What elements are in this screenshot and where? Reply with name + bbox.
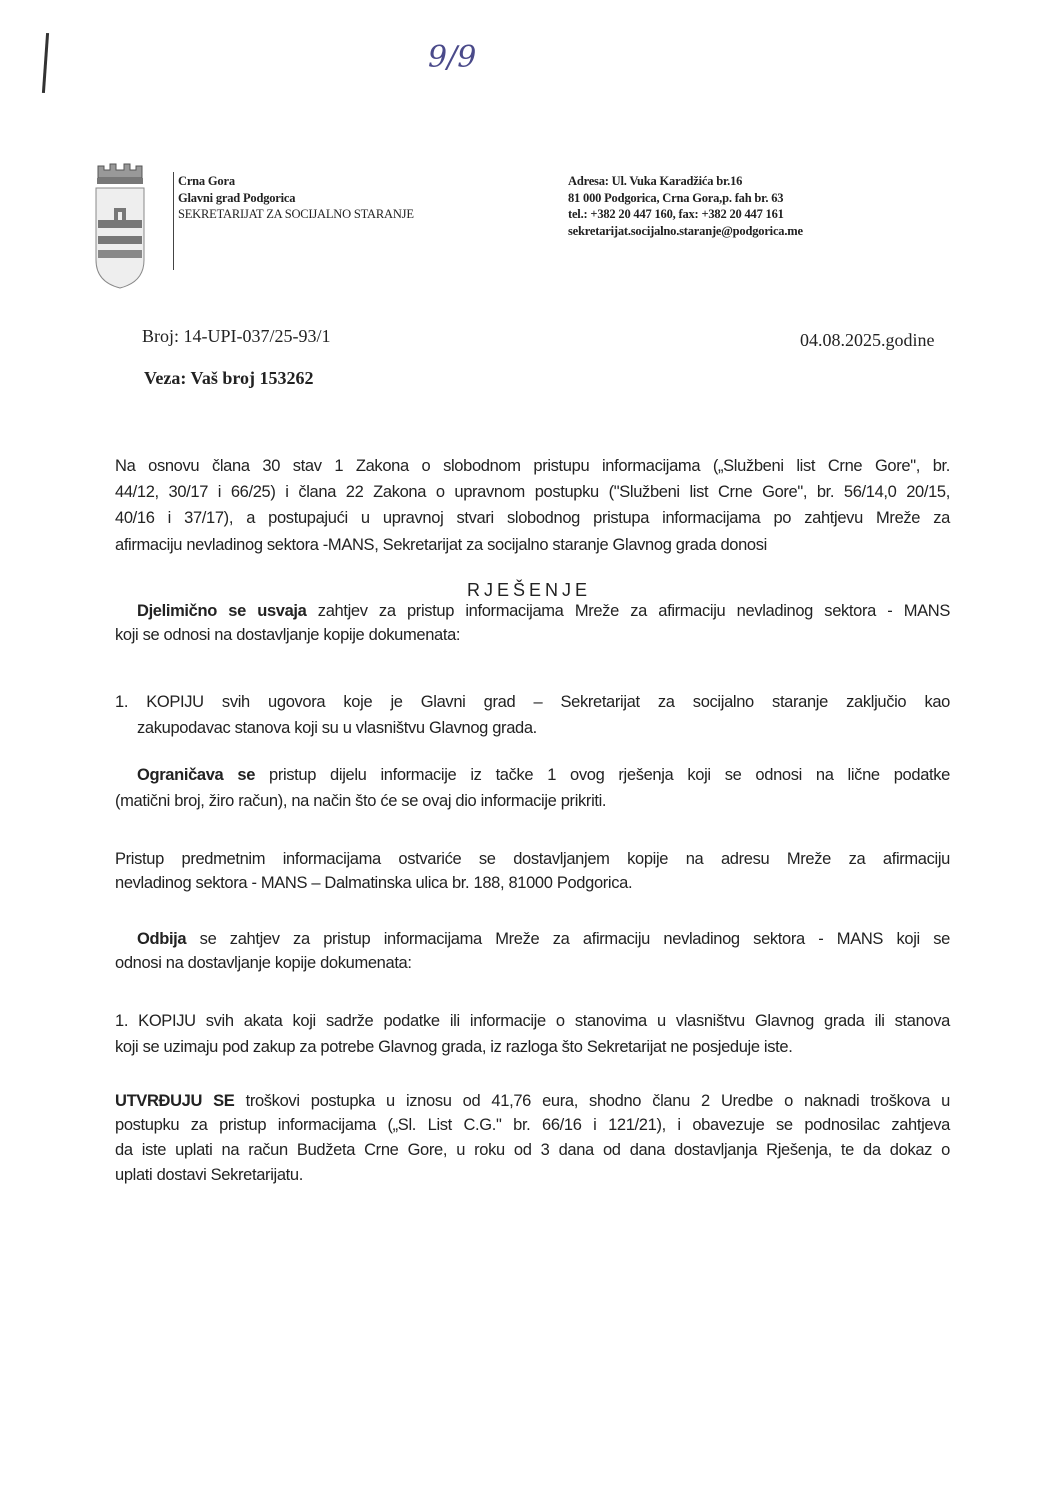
- org-country: Crna Gora: [178, 174, 235, 188]
- rejection-bold: Odbija: [137, 930, 187, 948]
- handwritten-page-mark: 9/9: [428, 40, 477, 75]
- rejected-item-line: koji se uzimaju pod zakup za potrebe Glavnog grada, iz razloga što Sekretarijat ne posjeduje iste.: [115, 1038, 793, 1056]
- organization-block: [178, 173, 414, 223]
- access-line: nevladinog sektora - MANS – Dalmatinska ulica br. 188, 81000 Podgorica.: [115, 874, 633, 892]
- document-number: Broj: 14-UPI-037/25-93/1: [142, 326, 331, 346]
- restriction-bold: Ograničava se: [137, 766, 256, 784]
- reference-number: Veza: Vaš broj 153262: [144, 368, 314, 388]
- coat-of-arms-logo: [92, 160, 148, 295]
- costs-line: da iste uplati na račun Budžeta Crne Gore, u roku od 3 dana od dana dostavljanja Rješenja, te da dokaz o: [115, 1141, 950, 1159]
- restriction-line: [137, 764, 950, 786]
- costs-line: uplati dostavi Sekretarijatu.: [115, 1166, 303, 1184]
- rejection-line: odnosi na dostavljanje kopije dokumenata:: [115, 954, 412, 972]
- contact-address: Adresa: Ul. Vuka Karadžića br.16: [568, 174, 743, 188]
- contact-block: [568, 173, 803, 239]
- document-date: 04.08.2025.godine: [800, 330, 935, 350]
- approved-item-line: zakupodavac stanova koji su u vlasništvu Glavnog grada.: [137, 719, 537, 737]
- intro-line: afirmaciju nevladinog sektora -MANS, Sekretarijat za socijalno staranje Glavnog grada donosi: [115, 536, 767, 554]
- text: pristup dijelu informacije iz tačke 1 ovog rješenja koji se odnosi na lične podatke: [255, 766, 950, 784]
- text: se zahtjev za pristup informacijama Mreže za afirmaciju nevladinog sektora - MANS koji se: [186, 930, 950, 948]
- costs-line: postupku za pristup informacijama („Sl. List C.G." br. 66/16 i 121/21), i obavezuje se podnosilac zahtjeva: [115, 1116, 950, 1134]
- rejected-item-line: 1. KOPIJU svih akata koji sadrže podatke ili informacije o stanovima u vlasništvu Glavnog grada ili stanova: [115, 1012, 950, 1030]
- text: troškovi postupka u iznosu od 41,76 eura, shodno članu 2 Uredbe o naknadi troškova u: [234, 1092, 950, 1110]
- rejection-line: [137, 928, 950, 950]
- restriction-line: (matični broj, žiro račun), na način što će se ovaj dio informacije prikriti.: [115, 792, 607, 810]
- text: zahtjev za pristup informacijama Mreže za afirmaciju nevladinog sektora - MANS: [306, 602, 950, 620]
- org-city: Glavni grad Podgorica: [178, 190, 296, 205]
- handwritten-stroke: [42, 33, 49, 93]
- partial-approval-line: koji se odnosi na dostavljanje kopije dokumenata:: [115, 626, 461, 644]
- contact-email: sekretarijat.socijalno.staranje@podgorica.me: [568, 223, 803, 238]
- partial-approval-bold: Djelimično se usvaja: [137, 602, 307, 620]
- contact-postal: 81 000 Podgorica, Crna Gora,p. fah br. 63: [568, 190, 784, 205]
- intro-line: 44/12, 30/17 i 66/25) i člana 22 Zakona o upravnom postupku ("Službeni list Crne Gore", br. 56/14,0 20/15,: [115, 483, 950, 501]
- approved-item-line: 1. KOPIJU svih ugovora koje je Glavni grad – Sekretarijat za socijalno staranje zaključio kao: [115, 693, 950, 711]
- decision-title: RJEŠENJE: [466, 580, 592, 600]
- org-department: SEKRETARIJAT ZA SOCIJALNO STARANJE: [178, 207, 414, 221]
- intro-line: Na osnovu člana 30 stav 1 Zakona o slobodnom pristupu informacijama („Službeni list Crne Gore", br.: [115, 457, 950, 475]
- header-divider: [173, 172, 174, 270]
- contact-phone: tel.: +382 20 447 160, fax: +382 20 447 161: [568, 207, 784, 221]
- costs-bold: UTVRĐUJU SE: [115, 1092, 235, 1110]
- costs-line: [115, 1090, 950, 1112]
- intro-line: 40/16 i 37/17), a postupajući u upravnoj stvari slobodnog pristupa informacijama po zahtjevu Mreže za: [115, 509, 950, 527]
- access-line: Pristup predmetnim informacijama ostvariće se dostavljanjem kopije na adresu Mreže za afirmaciju: [115, 850, 950, 868]
- partial-approval-line: [137, 600, 950, 622]
